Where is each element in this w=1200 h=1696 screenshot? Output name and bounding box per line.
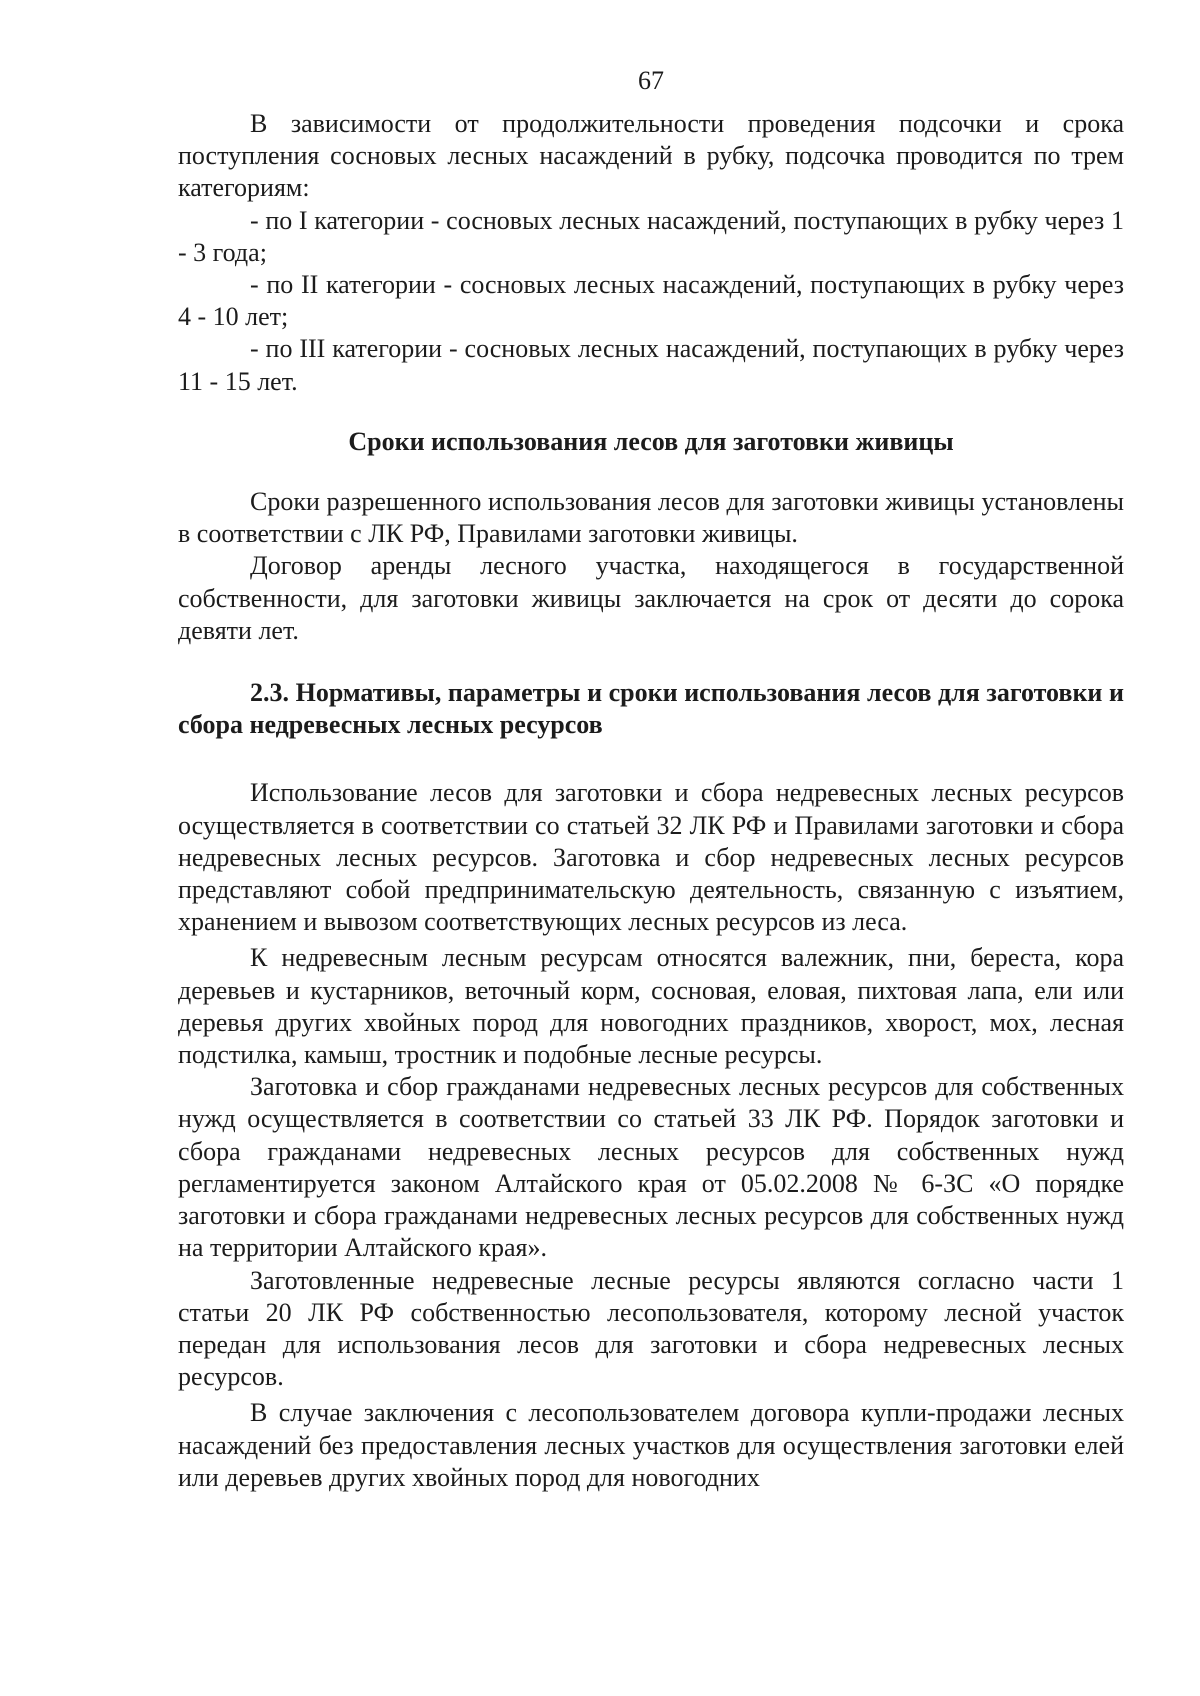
resin-paragraph-1: Сроки разрешенного использования лесов для заготовки живицы установлены в соответствии с ЛК РФ, Правилами заготовки живицы. — [178, 487, 1124, 549]
resin-paragraph-2: Договор аренды лесного участка, находящегося в государственной собственности, для заготовки живицы заключается на срок от десяти до сорока девяти лет. — [178, 551, 1124, 645]
section-2-3-paragraph-2: К недревесным лесным ресурсам относятся валежник, пни, береста, кора деревьев и кустарников, веточный корм, сосновая, еловая, пихтовая лапа, ели или деревья других хвойных пород для новогодних праздников, хворост, мох, лесная подстилка, камыш, тростник и подобные лесные ресурсы. — [178, 943, 1124, 1070]
section-2-3-paragraph-1: Использование лесов для заготовки и сбора недревесных лесных ресурсов осуществляется в соответствии со статьей 32 ЛК РФ и Правилами заготовки и сбора недревесных лесных ресурсов. Заготовка и сбор недревесных лесных ресурсов представляют собой предпринимательскую деятельность, связанную с изъятием, хранением и вывозом соответствующих лесных ресурсов из леса. — [178, 778, 1124, 937]
section-2-3-paragraph-5: В случае заключения с лесопользователем договора купли-продажи лесных насаждений без предоставления лесных участков для осуществления заготовки елей или деревьев других хвойных пород для новогодних — [178, 1398, 1124, 1492]
section-2-3-paragraph-3: Заготовка и сбор гражданами недревесных лесных ресурсов для собственных нужд осуществляется в соответствии со статьей 33 ЛК РФ. Порядок заготовки и сбора гражданами недревесных лесных ресурсов для собственных нужд регламентируется законом Алтайского края от 05.02.2008 № 6-ЗС «О порядке заготовки и сбора гражданами недревесных лесных ресурсов для собственных нужд на территории Алтайского края». — [178, 1072, 1124, 1263]
intro-paragraph: В зависимости от продолжительности проведения подсочки и срока поступления сосновых лесных насаждений в рубку, подсочка проводится по трем категориям: — [178, 109, 1124, 203]
section-2-3-paragraph-4: Заготовленные недревесные лесные ресурсы являются согласно части 1 статьи 20 ЛК РФ собственностью лесопользователя, которому лесной участок передан для использования лесов для заготовки и сбора недревесных лесных ресурсов. — [178, 1265, 1124, 1392]
document-page — [178, 66, 1124, 1494]
category-item-2: - по II категории - сосновых лесных насаждений, поступающих в рубку через 4 - 10 лет; — [178, 270, 1124, 332]
category-item-3: - по III категории - сосновых лесных насаждений, поступающих в рубку через 11 - 15 лет. — [178, 334, 1124, 396]
category-item-1: - по I категории - сосновых лесных насаждений, поступающих в рубку через 1 - 3 года; — [178, 205, 1124, 267]
page-number: 67 — [638, 66, 664, 95]
section-2-3-heading: 2.3. Нормативы, параметры и сроки использования лесов для заготовки и сбора недревесных лесных ресурсов — [178, 678, 1124, 740]
resin-section-heading: Сроки использования лесов для заготовки живицы — [348, 426, 954, 456]
